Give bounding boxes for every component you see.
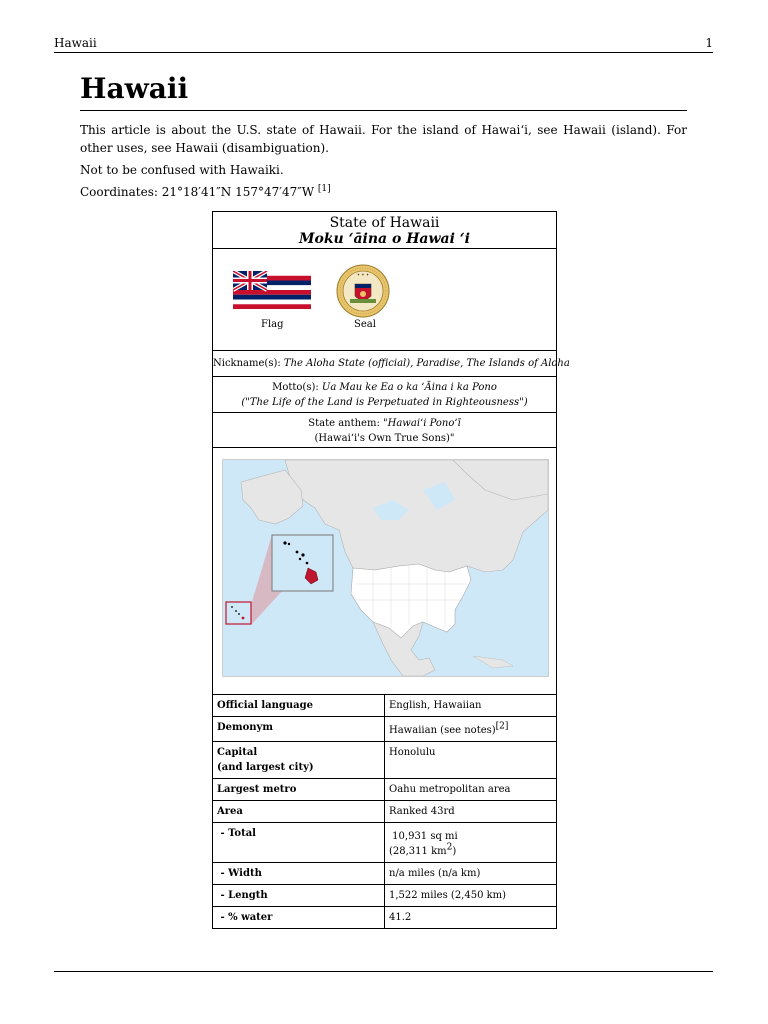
title-divider	[80, 110, 687, 111]
infobox-title	[213, 212, 556, 249]
infobox-images	[213, 249, 556, 351]
km-superscript: 2	[446, 842, 453, 853]
row-label: - Total	[213, 823, 385, 863]
anthem-label: State anthem:	[308, 418, 380, 429]
table-row	[213, 717, 556, 742]
table-row	[213, 907, 556, 929]
row-value: 1,522 miles (2,450 km)	[385, 885, 557, 907]
capital-label-2: (and largest city)	[217, 762, 314, 773]
table-row	[213, 779, 556, 801]
row-value: 41.2	[385, 907, 557, 929]
table-row	[213, 823, 556, 863]
seal-caption: Seal	[354, 319, 376, 330]
coordinates-line	[80, 183, 687, 201]
demonym-value: Hawaiian (see notes)	[389, 725, 496, 736]
nickname-value: The Aloha State (official), Paradise, The Islands of Aloha	[283, 358, 570, 369]
total-area-km-close: )	[452, 846, 457, 857]
row-label: Official language	[213, 695, 385, 717]
row-value	[385, 717, 557, 742]
facts-table	[213, 695, 556, 928]
seal-image[interactable]	[336, 264, 390, 318]
coordinates-link[interactable]: 21°18′41″N 157°47′47″W	[161, 185, 315, 199]
header-title: Hawaii	[54, 36, 97, 50]
state-name: State of Hawaii	[329, 215, 440, 231]
intro	[80, 121, 687, 205]
row-label: - % water	[213, 907, 385, 929]
row-label	[213, 742, 385, 779]
page-title: Hawaii	[80, 72, 189, 105]
row-label: Demonym	[213, 717, 385, 742]
row-label: Area	[213, 801, 385, 823]
seal-icon	[336, 264, 390, 318]
table-row	[213, 863, 556, 885]
coordinates-label: Coordinates:	[80, 185, 158, 199]
motto-row	[213, 377, 556, 413]
page-number: 1	[705, 36, 713, 50]
motto-label: Motto(s):	[272, 382, 319, 393]
row-value	[385, 823, 557, 863]
capital-label: Capital	[217, 747, 258, 758]
flag-icon	[233, 271, 311, 309]
locator-map-row	[213, 448, 556, 695]
table-row	[213, 885, 556, 907]
running-header	[54, 36, 713, 53]
motto-value: Ua Mau ke Ea o ka ʻĀina i ka Pono	[321, 382, 497, 393]
map-graphic	[223, 460, 548, 676]
demonym-ref[interactable]: [2]	[495, 721, 509, 732]
svg-text:✦ ✦ ✦: ✦ ✦ ✦	[356, 272, 370, 277]
flag-image[interactable]	[233, 271, 311, 309]
total-area-mi: 10,931 sq mi	[389, 831, 458, 842]
row-value: Oahu metropolitan area	[385, 779, 557, 801]
row-value: English, Hawaiian	[389, 700, 482, 711]
total-area-km-value: (28,311 km	[389, 846, 447, 857]
row-value: n/a miles (n/a km)	[385, 863, 557, 885]
hatnote: This article is about the U.S. state of Hawaii. For the island of Hawai‘i, see Hawaii (island). For other uses, see Hawaii (disambiguation).	[80, 123, 687, 155]
row-label: Largest metro	[213, 779, 385, 801]
table-row	[213, 801, 556, 823]
row-label: - Length	[213, 885, 385, 907]
row-label: - Width	[213, 863, 385, 885]
nickname-row	[213, 351, 570, 377]
anthem-translation: (Hawaiʻi's Own True Sons)"	[314, 433, 455, 444]
row-value: Honolulu	[385, 742, 557, 779]
total-area-km	[389, 844, 552, 859]
motto-translation: ("The Life of the Land is Perpetuated in Righteousness")	[241, 397, 528, 408]
not-confused-note: Not to be confused with Hawaiki.	[80, 163, 284, 177]
anthem-row: State anthem: "Hawaiʻi Ponoʻī (Hawaiʻi's Own True Sons)"	[213, 413, 556, 448]
anthem-value[interactable]: Hawaiʻi Ponoʻī	[387, 418, 461, 429]
nickname-label: Nickname(s):	[213, 358, 281, 369]
flag-caption: Flag	[261, 319, 284, 330]
footer-divider	[54, 971, 713, 972]
infobox	[212, 211, 570, 929]
coordinates-ref[interactable]: [1]	[317, 184, 331, 194]
locator-map[interactable]	[222, 459, 549, 677]
table-row	[213, 742, 556, 779]
row-value: Ranked 43rd	[385, 801, 557, 823]
table-row	[213, 695, 556, 717]
native-name: Moku ʻāina o Hawai ʻi	[299, 231, 470, 247]
